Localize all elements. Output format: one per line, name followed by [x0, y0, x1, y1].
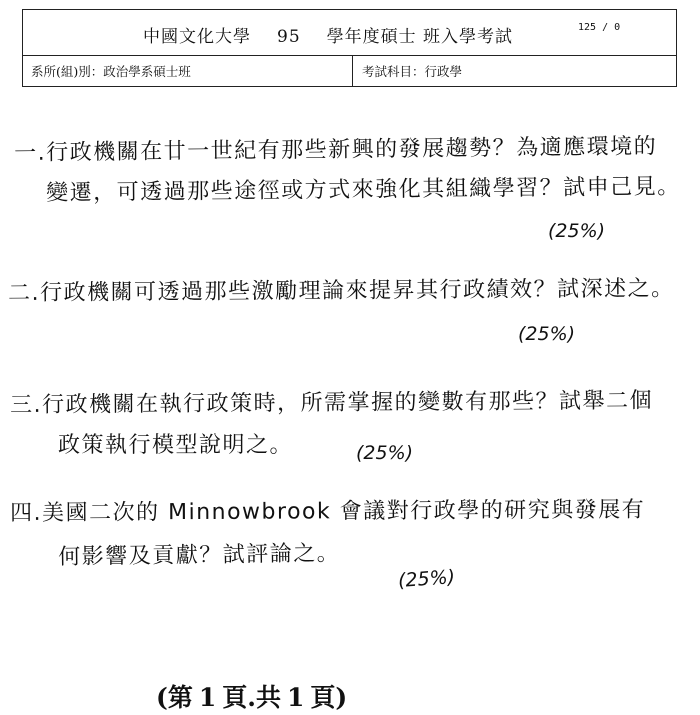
- exam-name: 學年度碩士 班入學考試: [326, 27, 514, 47]
- exam-code: 125 / 0: [578, 22, 621, 33]
- question-4-line-1: [10, 493, 645, 527]
- header-title-row: [23, 10, 676, 56]
- question-3-line-1: [10, 384, 653, 419]
- footer-open: (第: [156, 683, 193, 712]
- question-3-number: 三.: [10, 392, 43, 418]
- question-1-text-1: 行政機關在廿一世紀有那些新興的發展趨勢？為適應環境的: [46, 134, 658, 166]
- question-2-text-1: 行政機關可透過那些激勵理論來提昇其行政績效？試深述之。: [40, 276, 675, 306]
- academic-year: 95: [277, 27, 301, 47]
- question-4-number: 四.: [10, 500, 43, 526]
- page-number: 1: [198, 683, 217, 712]
- question-4-text-2: 何影響及貢獻？試評論之。: [58, 541, 341, 570]
- department-cell: [23, 56, 353, 86]
- subject-cell: [353, 56, 462, 92]
- department-label: 系所(組)別：: [31, 64, 104, 79]
- question-1-line-1: [14, 129, 657, 167]
- question-3-text-2: 政策執行模型說明之。: [58, 433, 294, 458]
- exam-header: [22, 9, 677, 87]
- question-3-text-1: 行政機關在執行政策時，所需掌握的變數有那些？試舉二個: [42, 388, 654, 418]
- subject-label: 考試科目：: [362, 64, 425, 79]
- footer-mid: 頁.共: [222, 683, 281, 712]
- subject-value: 行政學: [424, 64, 463, 79]
- question-1-number: 一.: [14, 140, 47, 166]
- header-info-row: [23, 56, 676, 86]
- question-3-line-2: [58, 428, 293, 459]
- question-4-text-1: 美國二次的 Minnowbrook 會議對行政學的研究與發展有: [42, 497, 646, 526]
- footer-close: 頁): [310, 683, 348, 712]
- question-2-score: (25%): [518, 323, 576, 345]
- question-1-score: (25%): [548, 220, 606, 242]
- question-4-score: (25%): [397, 566, 456, 592]
- question-1-text-2: 變遷，可透過那些途徑或方式來強化其組織學習？試申己見。: [46, 174, 681, 206]
- department-value: 政治學系碩士班: [103, 64, 191, 79]
- question-4-line-2: [58, 536, 340, 571]
- question-1-line-2: [46, 169, 681, 207]
- question-2-line-1: [8, 271, 675, 307]
- question-3-score: (25%): [356, 442, 414, 464]
- page-footer: [156, 678, 347, 714]
- question-2-number: 二.: [8, 280, 41, 306]
- school-name: 中國文化大學: [143, 27, 251, 47]
- total-pages: 1: [286, 683, 305, 712]
- exam-title: [143, 22, 513, 47]
